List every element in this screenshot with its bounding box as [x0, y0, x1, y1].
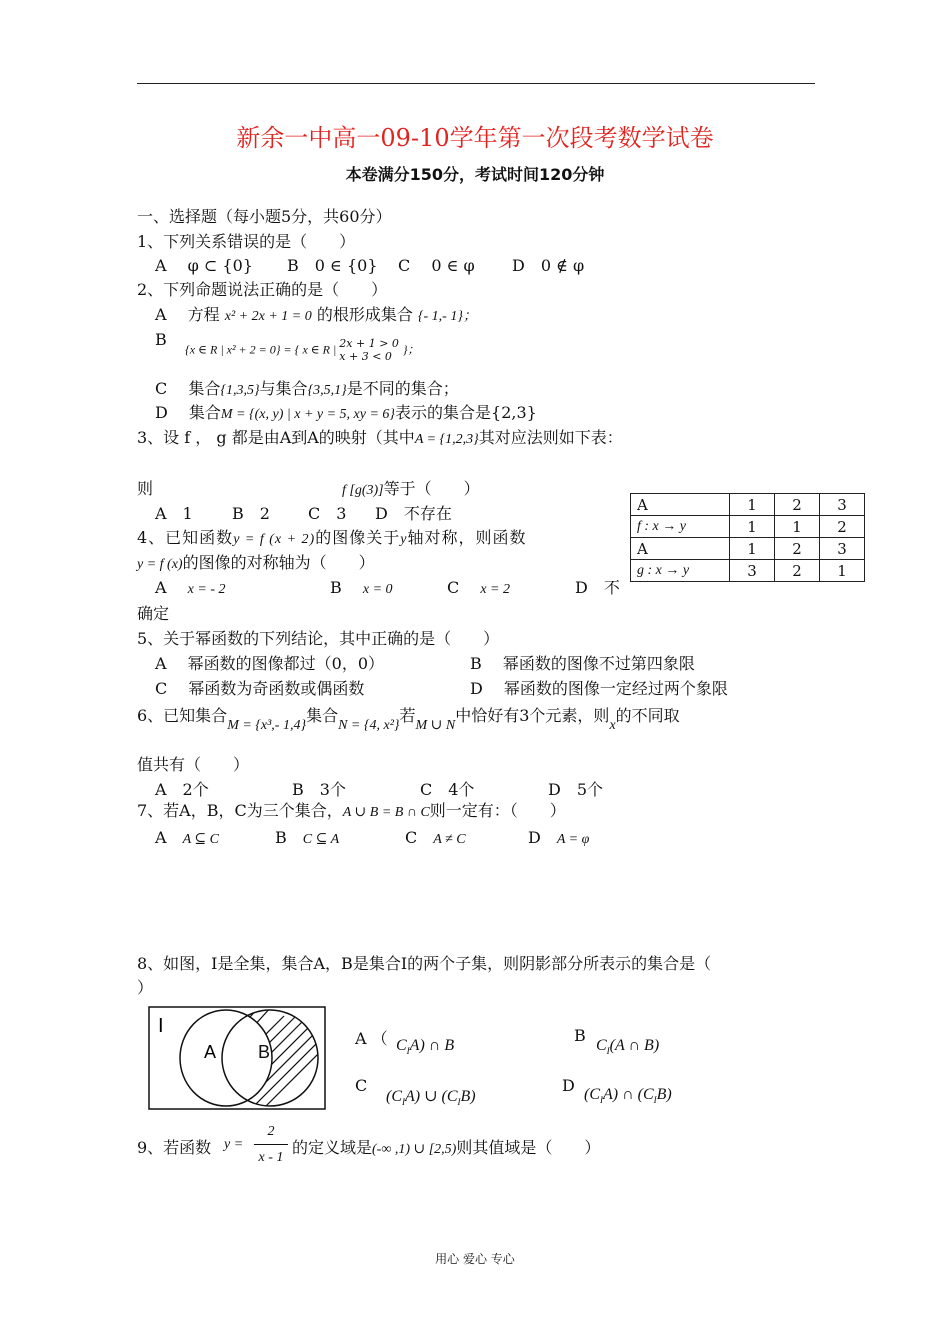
q3-option-c: C 3: [308, 504, 347, 523]
q8-option-b-label: B: [574, 1026, 586, 1045]
q4-option-d: D 不: [575, 578, 620, 597]
q3-then: 则: [137, 479, 154, 498]
q5-option-c: C 幂函数为奇函数或偶函数: [155, 679, 365, 698]
top-rule: [137, 83, 815, 84]
q6-line1: 6、已知集合M = {x³,- 1,4}集合N = {4, x²}若M ∪ N中恰好有3个元素，则x的不同取: [137, 706, 680, 733]
q3-option-a: A 1: [155, 504, 193, 523]
mapping-table: [630, 493, 865, 582]
q4-option-a: A x = - 2: [155, 578, 226, 597]
q2-option-b-label: B: [155, 330, 167, 349]
q8-option-c: $(C_IA)$ ∪ $(C_IB)$: [386, 1088, 476, 1108]
q8-option-d: $(C_IA)$ ∩ $(C_IB)$: [584, 1086, 672, 1106]
q4-line2: y = f (x)的图像的对称轴为（ ）: [137, 553, 375, 572]
q2-option-b: {x ∈ R | x² + 2 = 0} = { x ∈ R | 2x + 1 > 0 x + 3 < 0 }；: [185, 337, 420, 363]
table-cell: 3: [730, 560, 775, 582]
q2-stem: 2、下列命题说法正确的是（ ）: [137, 280, 388, 299]
q8-option-a-label: A （: [355, 1029, 388, 1048]
q5-option-b: B 幂函数的图像不过第四象限: [470, 654, 695, 673]
q8-option-b: $C_I(A$ ∩ B): [596, 1037, 660, 1057]
table-cell: 2: [820, 516, 865, 538]
q6-option-d: D 5个: [548, 780, 604, 799]
table-cell: 2: [775, 538, 820, 560]
q1-option-a: A φ ⊂ {0}: [155, 256, 253, 275]
table-cell: 3: [820, 494, 865, 516]
table-cell: 2: [775, 494, 820, 516]
q2-option-c: C 集合{1,3,5}与集合{3,5,1}是不同的集合；: [155, 379, 459, 398]
q8-stem-line2: ）: [137, 978, 154, 997]
q1-option-d: D 0 ∉ φ: [512, 256, 585, 275]
q4-line1: 4、已知函数y = f (x + 2)的图像关于y轴对称，则函数: [137, 528, 527, 547]
q7-option-b: B C ⊆ A: [275, 828, 340, 847]
table-cell: 1: [730, 538, 775, 560]
table-cell: 2: [775, 560, 820, 582]
q6-option-b: B 3个: [292, 780, 346, 799]
q2-option-d: D 集合M = {(x, y) | x + y = 5, xy = 6}表示的集合是{2,3}: [155, 403, 537, 422]
set-b-label: B: [258, 1042, 271, 1062]
section-heading: 一、选择题（每小题5分，共60分）: [137, 207, 392, 226]
q3-stem: 3、设 f ， g 都是由A到A的映射（其中A = {1,2,3}其对应法则如下表：: [137, 428, 623, 447]
q1-option-b: B 0 ∈ {0}: [287, 256, 378, 275]
table-cell: g : x → y: [631, 560, 730, 582]
q4-option-d-continued: 确定: [137, 604, 170, 623]
page-footer: 用心 爱心 专心: [435, 1252, 515, 1266]
table-cell: A: [631, 538, 730, 560]
q8-option-d-label: D: [562, 1076, 575, 1095]
q1-option-c: C 0 ∈ φ: [398, 256, 475, 275]
q9-stem-post: 的定义域是(-∞ ,1) ∪ [2,5)则其值域是（ ）: [292, 1138, 601, 1157]
table-cell: 1: [730, 494, 775, 516]
q3-option-d: D 不存在: [375, 504, 452, 523]
q9-fraction-numerator: 2: [267, 1124, 275, 1139]
q7-option-a: A A ⊆ C: [155, 828, 219, 847]
q5-option-a: A 幂函数的图像都过（0，0）: [155, 654, 385, 673]
q4-option-b: B x = 0: [330, 578, 393, 597]
table-row: [631, 516, 865, 538]
table-cell: 1: [820, 560, 865, 582]
q8-option-c-label: C: [355, 1076, 368, 1095]
table-row: [631, 538, 865, 560]
table-cell: A: [631, 494, 730, 516]
universe-label: I: [158, 1015, 164, 1037]
q4-option-c: C x = 2: [447, 578, 511, 597]
q7-option-d: D A = φ: [528, 828, 590, 847]
q3-expression: f [g(3)]等于（ ）: [342, 479, 480, 498]
q6-line2: 值共有（ ）: [137, 755, 250, 774]
table-cell: 1: [775, 516, 820, 538]
q6-option-c: C 4个: [420, 780, 475, 799]
q9-fraction-bar: [254, 1144, 288, 1145]
table-row: [631, 494, 865, 516]
q5-option-d: D 幂函数的图像一定经过两个象限: [470, 679, 728, 698]
q6-option-a: A 2个: [155, 780, 209, 799]
table-cell: 3: [820, 538, 865, 560]
table-cell: f : x → y: [631, 516, 730, 538]
q9-y: y =: [224, 1137, 244, 1152]
q2-option-a: A 方程 x² + 2x + 1 = 0 的根形成集合 {- 1,- 1}；: [155, 305, 477, 324]
table-cell: 1: [730, 516, 775, 538]
q8-stem-line1: 8、如图，I是全集，集合A，B是集合I的两个子集，则阴影部分所表示的集合是（: [137, 954, 712, 973]
venn-diagram: [148, 1006, 326, 1110]
q7-option-c: C A ≠ C: [405, 828, 466, 847]
page-title: 新余一中高一09-10学年第一次段考数学试卷: [236, 124, 714, 152]
table-row: [631, 560, 865, 582]
q7-stem: 7、若A，B，C为三个集合，A ∪ B = B ∩ C则一定有：（ ）: [137, 801, 566, 820]
q1-stem: 1、下列关系错误的是（ ）: [137, 232, 356, 251]
set-a-label: A: [204, 1042, 217, 1062]
q5-stem: 5、关于幂函数的下列结论，其中正确的是（ ）: [137, 629, 500, 648]
q3-option-b: B 2: [232, 504, 270, 523]
page-subtitle: 本卷满分150分，考试时间120分钟: [345, 165, 605, 184]
q8-option-a: $C_IA$) ∩ B: [396, 1037, 455, 1057]
q9-fraction-denominator: x - 1: [258, 1150, 284, 1165]
q9-stem-pre: 9、若函数: [137, 1138, 212, 1157]
